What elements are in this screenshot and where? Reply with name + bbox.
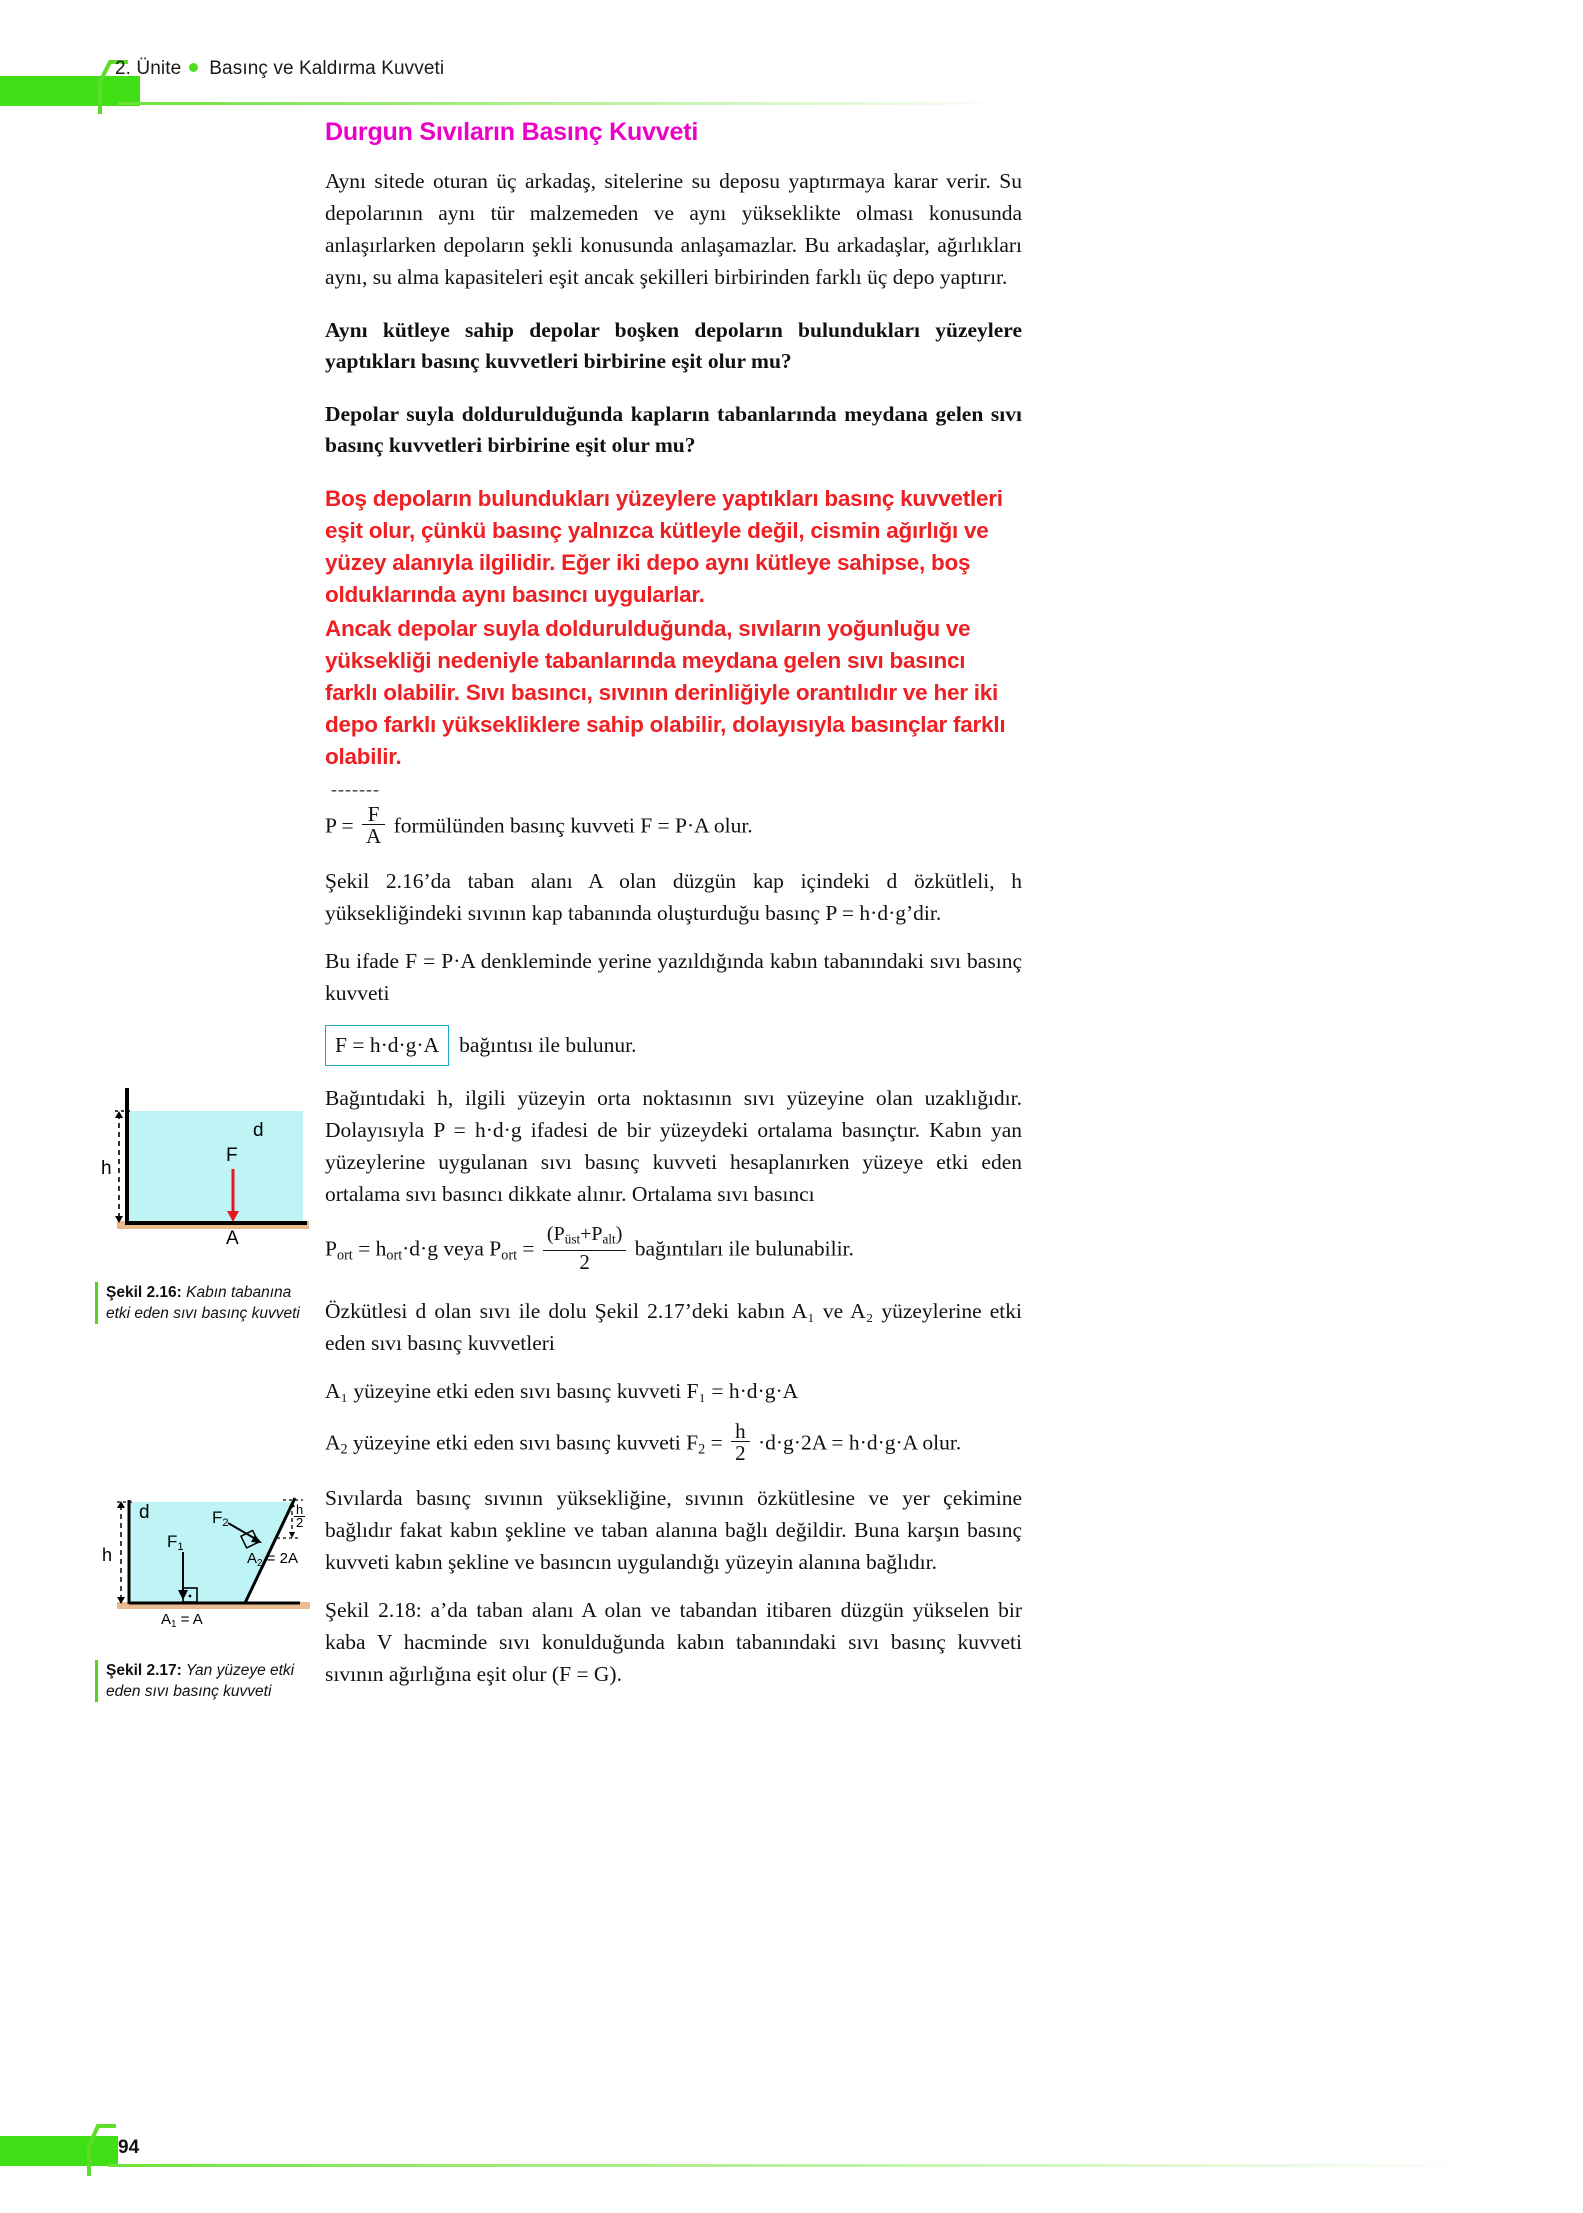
- a1-letter: A: [161, 1611, 172, 1628]
- header-chapter-label: Basınç ve Kaldırma Kuvveti: [209, 58, 445, 79]
- sekil-2-17-caption: [95, 1660, 306, 1702]
- a2-equals: =: [710, 1430, 723, 1455]
- formula-Port-right: P: [489, 1236, 502, 1261]
- sekil-2-16-caption-text: Kabın tabanına etki eden sıvı basınç kuvveti: [106, 1284, 300, 1322]
- a2-letter: A: [247, 1550, 258, 1567]
- header-breadcrumb: [115, 58, 444, 80]
- a1-equation: = A: [176, 1611, 203, 1628]
- sekil-2-17-label-A1: [161, 1611, 203, 1630]
- header-rule: [118, 102, 1018, 105]
- formula-tail-text: formülünden basınç kuvveti F = P·A olur.: [393, 813, 753, 838]
- footer-chevron-icon: [86, 2124, 120, 2183]
- paragraph-bu-ifade: Bu ifade F = P·A denkleminde yerine yazıldığında kabın tabanındaki sıvı basınç kuvveti: [325, 949, 1022, 1005]
- paragraph-intro: Aynı sitede oturan üç arkadaş, sitelerine su deposu yaptırmaya karar verir. Su depolarının aynı tür malzemeden ve aynı yükseklikte olması konusunda anlaşırlarken depoların şekli konusunda anlaşamazlar. Bu arkadaşlar, ağırlıkları aynı, su alma kapasiteleri eşit ancak şekilleri birbirinden farklı üç depo yaptırır.: [325, 169, 1022, 289]
- page-title: Durgun Sıvıların Basınç Kuvveti: [325, 118, 699, 146]
- fraction-numerator-pust-palt: [543, 1224, 626, 1250]
- fraction-denominator-A: A: [362, 824, 385, 847]
- formula-dg-veya: ·d·g veya: [402, 1236, 484, 1261]
- paragraph-question-2: Depolar suyla doldurulduğunda kapların tabanlarında meydana gelen sıvı basınç kuvvetleri birbirine eşit olur mu?: [325, 402, 1022, 457]
- a2-subscript-main: 2: [340, 1441, 348, 1458]
- header-bullet-icon: [189, 63, 198, 72]
- paragraph-sivilarda: Sıvılarda basınç sıvının yüksekliğine, sıvının özkütlesine ve yer çekimine bağlıdır fakat kabın şekline ve taban alanına bağlı değildir. Buna karşın basınç kuvveti kabın şekline ve basıncın uygulandığı yüzeyin alanına bağlıdır.: [325, 1485, 1022, 1574]
- page-number: 94: [118, 2137, 140, 2158]
- sekil-2-17-caption-text: Yan yüzeye etki eden sıvı basınç kuvveti: [106, 1662, 295, 1700]
- sekil-2-17-label-d: d: [139, 1502, 150, 1523]
- page-header: [0, 52, 1583, 104]
- sekil-2-16-drawing: [95, 1085, 310, 1260]
- figure-sekil-2-17: [95, 1490, 310, 1702]
- footer-rule: [108, 2164, 1488, 2167]
- paragraph-sekil218: Şekil 2.18: a’da taban alanı A olan ve tabandan itibaren düzgün yükselen bir kaba V hacminde sıvı konulduğunda kabın tabanındaki sıvı basınç kuvveti sıvının ağırlığına eşit olur (F = G).: [325, 1597, 1022, 1686]
- fraction-pressure-average: [543, 1224, 626, 1273]
- sekil-2-16-label-d: d: [253, 1120, 264, 1141]
- sekil-2-16-caption: [95, 1282, 306, 1324]
- paragraph-port-formula: $P_{ort} = h_{ort}\cdot d\cdot g$ veya $P_{ort}$ = $\frac{(P_{üst}+P_{alt})}{2}$ bağıntıları ile bulunabilir.: [325, 1223, 854, 1274]
- formula-Port-left: P: [325, 1236, 337, 1261]
- f1-letter: F: [167, 1532, 178, 1551]
- sekil-2-17-caption-label: Şekil 2.17:: [106, 1662, 182, 1679]
- formula-Port-right-sub: ort: [501, 1247, 518, 1264]
- a2-equation: = 2A: [262, 1550, 298, 1567]
- sekil-2-17-label-h: h: [102, 1545, 113, 1565]
- paren-open-P: (P: [546, 1223, 565, 1245]
- boxed-formula-tail: bağıntısı ile bulunur.: [459, 1033, 637, 1057]
- paragraph-answer-2: Ancak depolar suyla doldurulduğunda, sıvıların yoğunluğu ve yüksekliği nedeniyle tabanlarında meydana gelen sıvı basıncı farklı olabilir. Sıvı basıncı, sıvının derinliğiyle orantılıdır ve her iki depo farklı yüksekliklere sahip olabilir, dolayısıyla basınçlar farklı olabilir.: [325, 616, 1006, 769]
- paragraph-question-1: Aynı kütleye sahip depolar boşken depoların bulundukları yüzeylere yaptıkları basınç kuvvetleri birbirine eşit olur mu?: [325, 318, 1022, 373]
- fraction-denominator-2: 2: [543, 1250, 626, 1273]
- formula-hort: h: [375, 1236, 387, 1261]
- fraction-denominator-two: 2: [731, 1441, 750, 1464]
- f2-subscript-main: 2: [698, 1441, 706, 1458]
- f2-subscript: 2: [222, 1517, 229, 1530]
- fraction-numerator-F: F: [367, 802, 380, 826]
- a2-tail: ·d·g·2A = h·d·g·A olur.: [757, 1430, 962, 1455]
- boxed-formula: F = h·d·g·A: [325, 1025, 449, 1066]
- formula-P-equals: P =: [325, 813, 354, 838]
- a2-subscript: 2: [257, 1557, 263, 1569]
- paragraph-ozkutlesi: Özkütlesi d olan sıvı ile dolu Şekil 2.17’deki kabın A₁ ve A₂ yüzeylerine etki eden sıvı basınç kuvvetleri: [325, 1298, 1022, 1355]
- sekil-2-17-label-A2: [247, 1550, 298, 1569]
- paragraph-answer-1: Boş depoların bulundukları yüzeylere yaptıkları basınç kuvvetleri eşit olur, çünkü basınç yalnızca kütleyle değil, cismin ağırlığı ve yüzey alanıyla ilgilidir. Eğer iki depo aynı kütleye sahipse, boş olduklarında aynı basıncı uygularlar.: [325, 486, 1003, 607]
- sekil-2-16-caption-label: Şekil 2.16:: [106, 1284, 182, 1301]
- a2-midtext: yüzeyine etki eden sıvı basınç kuvveti F: [353, 1430, 699, 1455]
- paragraph-formula-p-equals: [325, 802, 1022, 849]
- formula-port-tail: bağıntıları ile bulunabilir.: [634, 1236, 854, 1261]
- paragraph-a1-force: A₁ yüzeyine etki eden sıvı basınç kuvveti F₁ = h·d·g·A: [325, 1378, 799, 1403]
- fraction-numerator-h: h: [735, 1418, 746, 1443]
- paragraph-baginti: Bağıntıdaki h, ilgili yüzeyin orta noktasının sıvı yüzeyine olan uzaklığıdır. Dolayısıyla P = h·d·g ifadesi de bir yüzeydeki ortalama basınçtır. Kabın yan yüzeylerine uygulanan sıvı basınç kuvveti hesaplanırken yüzeye etki eden ortalama sıvı basıncı dikkate alınır. Ortalama sıvı basıncı: [325, 1086, 1022, 1206]
- f2-letter: F: [212, 1508, 223, 1527]
- f1-subscript: 1: [177, 1541, 184, 1554]
- header-unit-label: 2. Ünite: [115, 58, 182, 79]
- sekil-2-16-label-F: F: [226, 1145, 238, 1166]
- fraction-h-over-2: [731, 1418, 750, 1465]
- formula-hort-sub: ort: [386, 1247, 403, 1264]
- paragraph-boxed-formula: [325, 1025, 1022, 1066]
- paren-close: ): [615, 1223, 623, 1245]
- alt-subscript: alt: [602, 1231, 616, 1247]
- a2-letter-main: A: [325, 1430, 341, 1455]
- figure-sekil-2-16: [95, 1085, 310, 1324]
- sekil-2-16-label-A: A: [226, 1228, 239, 1249]
- decorative-dashes: -------: [331, 779, 380, 799]
- sekil-2-17-label-F2: [212, 1508, 229, 1529]
- plus-P: +P: [580, 1223, 603, 1245]
- ust-subscript: üst: [564, 1231, 581, 1247]
- sekil-2-17-label-h-over-2: [294, 1504, 305, 1529]
- paragraph-sekil216-ref: Şekil 2.16’da taban alanı A olan düzgün kap içindeki d özkütleli, h yüksekliğindeki sıvının kap tabanında oluşturduğu basınç P = h·d·g’dir.: [325, 869, 1022, 925]
- main-text-column: [325, 118, 1022, 1706]
- sekil-2-16-label-h: h: [101, 1158, 112, 1179]
- formula-Port-left-sub: ort: [336, 1247, 353, 1264]
- sekil-2-17-label-F1: [167, 1532, 184, 1553]
- h2-denominator: 2: [296, 1515, 304, 1530]
- h2-numerator: h: [296, 1502, 304, 1517]
- paragraph-a2-force: [325, 1418, 1022, 1466]
- a1-subscript: 1: [171, 1618, 177, 1630]
- fraction-F-over-A: [362, 804, 385, 847]
